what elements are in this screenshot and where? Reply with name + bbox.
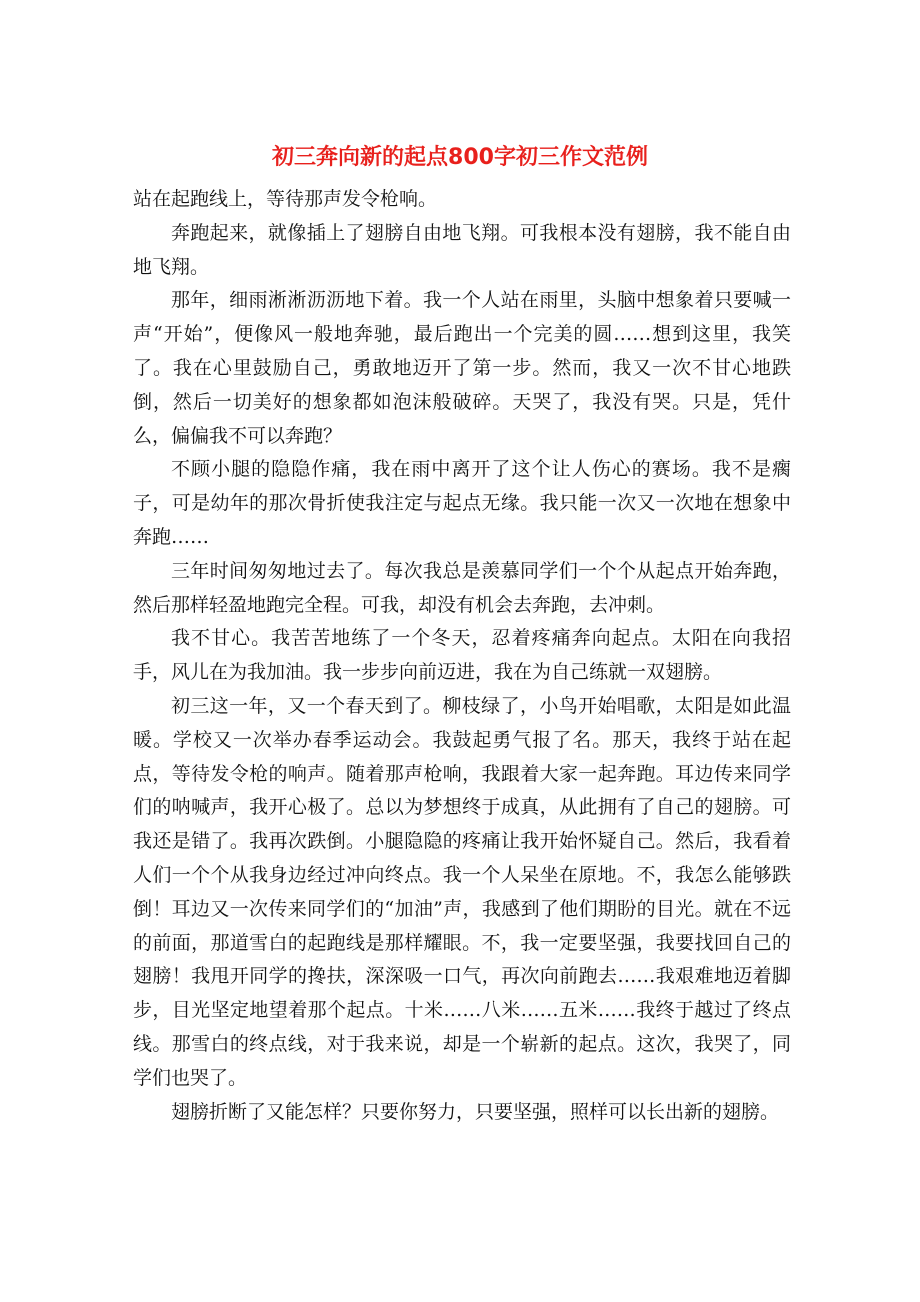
document-title: 初三奔向新的起点800字初三作文范例: [272, 145, 648, 170]
document-body: [133, 183, 791, 1129]
paragraph: 三年时间匆匆地过去了。每次我总是羡慕同学们一个个从起点开始奔跑，然后那样轻盈地跑完全程。可我，却没有机会去奔跑，去冲刺。: [133, 559, 791, 616]
paragraph: 不顾小腿的隐隐作痛，我在雨中离开了这个让人伤心的赛场。我不是瘸子，可是幼年的那次骨折使我注定与起点无缘。我只能一次又一次地在想象中奔跑……: [133, 458, 791, 548]
paragraph: 那年，细雨淅淅沥沥地下着。我一个人站在雨里，头脑中想象着只要喊一声“开始”，便像风一般地奔驰，最后跑出一个完美的圆……想到这里，我笑了。我在心里鼓励自己，勇敢地迈开了第一步。然而，我又一次不甘心地跌倒，然后一切美好的想象都如泡沫般破碎。天哭了，我没有哭。只是，凭什么，偏偏我不可以奔跑？: [133, 289, 791, 447]
paragraph: 初三这一年，又一个春天到了。柳枝绿了，小鸟开始唱歌，太阳是如此温暖。学校又一次举办春季运动会。我鼓起勇气报了名。那天，我终于站在起点，等待发令枪的响声。随着那声枪响，我跟着大家一起奔跑。耳边传来同学们的呐喊声，我开心极了。总以为梦想终于成真，从此拥有了自己的翅膀。可我还是错了。我再次跌倒。小腿隐隐的疼痛让我开始怀疑自己。然后，我看着人们一个个从我身边经过冲向终点。我一个人呆坐在原地。不，我怎么能够跌倒！耳边又一次传来同学们的“加油”声，我感到了他们期盼的目光。就在不远的前面，那道雪白的起跑线是那样耀眼。不，我一定要坚强，我要找回自己的翅膀！我甩开同学的搀扶，深深吸一口气，再次向前跑去……我艰难地迈着脚步，目光坚定地望着那个起点。十米……八米……五米……我终于越过了终点线。那雪白的终点线，对于我来说，却是一个崭新的起点。这次，我哭了，同学们也哭了。: [133, 694, 791, 1089]
paragraph: 站在起跑线上，等待那声发令枪响。: [133, 188, 438, 210]
paragraph: 我不甘心。我苦苦地练了一个冬天，忍着疼痛奔向起点。太阳在向我招手，风儿在为我加油。我一步步向前迈进，我在为自己练就一双翅膀。: [133, 627, 791, 684]
paragraph: 奔跑起来，就像插上了翅膀自由地飞翔。可我根本没有翅膀，我不能自由地飞翔。: [133, 221, 791, 278]
paragraph: 翅膀折断了又能怎样？只要你努力，只要坚强，照样可以长出新的翅膀。: [171, 1100, 780, 1123]
